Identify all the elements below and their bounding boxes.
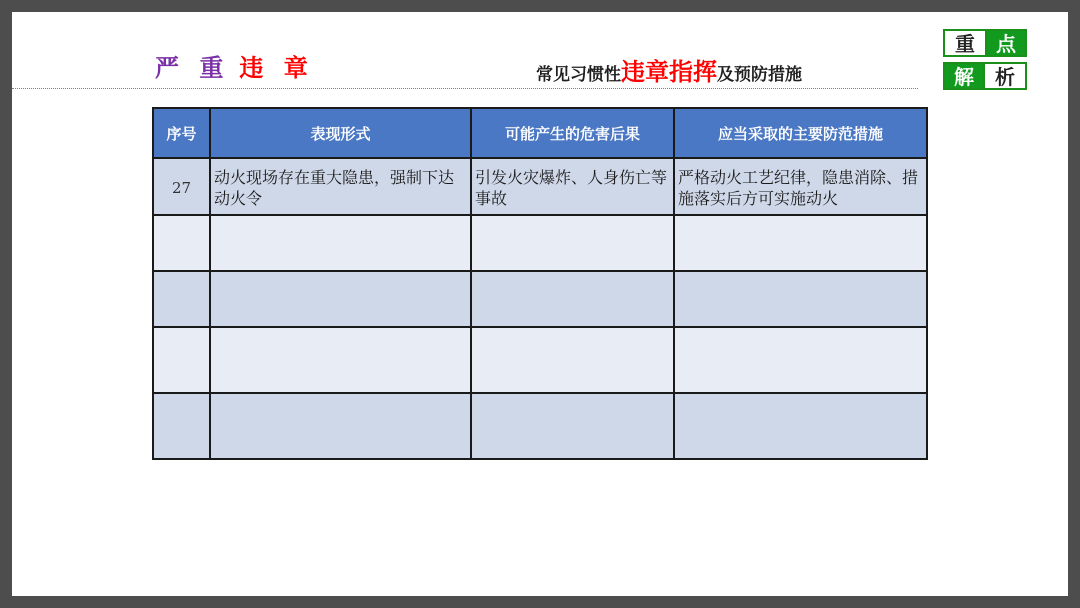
violation-table (152, 107, 928, 460)
table-row (153, 215, 927, 271)
title-part-serious: 严 重 (155, 54, 230, 82)
cell-index (153, 393, 210, 459)
cell-index (153, 327, 210, 393)
cell-consequence: 引发火灾爆炸、人身伤亡等事故 (471, 158, 674, 215)
cell-form: 动火现场存在重大隐患，强制下达动火令 (210, 158, 471, 215)
subtitle-part-3: 及预防措施 (717, 65, 802, 85)
slide-subtitle (536, 52, 802, 87)
header-measures: 应当采取的主要防范措施 (674, 108, 927, 158)
cell-index (153, 271, 210, 327)
cell-consequence (471, 327, 674, 393)
subtitle-highlight: 违章指挥 (621, 58, 717, 86)
cell-consequence (471, 393, 674, 459)
cell-form (210, 215, 471, 271)
header-divider (12, 88, 918, 89)
cell-form (210, 327, 471, 393)
cell-measures: 严格动火工艺纪律，隐患消除、措施落实后方可实施动火 (674, 158, 927, 215)
badge-char-2: 点 (985, 29, 1027, 57)
cell-consequence (471, 215, 674, 271)
table-row (153, 393, 927, 459)
cell-measures (674, 271, 927, 327)
subtitle-part-1: 常见习惯性 (536, 65, 621, 85)
cell-consequence (471, 271, 674, 327)
key-analysis-badge (943, 29, 1031, 93)
cell-index (153, 215, 210, 271)
slide (12, 12, 1068, 596)
badge-char-3: 解 (943, 62, 985, 90)
cell-measures (674, 393, 927, 459)
cell-index: 27 (153, 158, 210, 215)
header-form: 表现形式 (210, 108, 471, 158)
cell-form (210, 393, 471, 459)
table-header-row (153, 108, 927, 158)
cell-measures (674, 215, 927, 271)
table-row (153, 271, 927, 327)
header-consequence: 可能产生的危害后果 (471, 108, 674, 158)
title-part-violation: 违 章 (239, 54, 314, 82)
badge-char-1: 重 (943, 29, 985, 57)
slide-title (155, 48, 314, 83)
cell-form (210, 271, 471, 327)
table-row (153, 158, 927, 215)
cell-measures (674, 327, 927, 393)
badge-char-4: 析 (985, 62, 1027, 90)
table-row (153, 327, 927, 393)
header-index: 序号 (153, 108, 210, 158)
